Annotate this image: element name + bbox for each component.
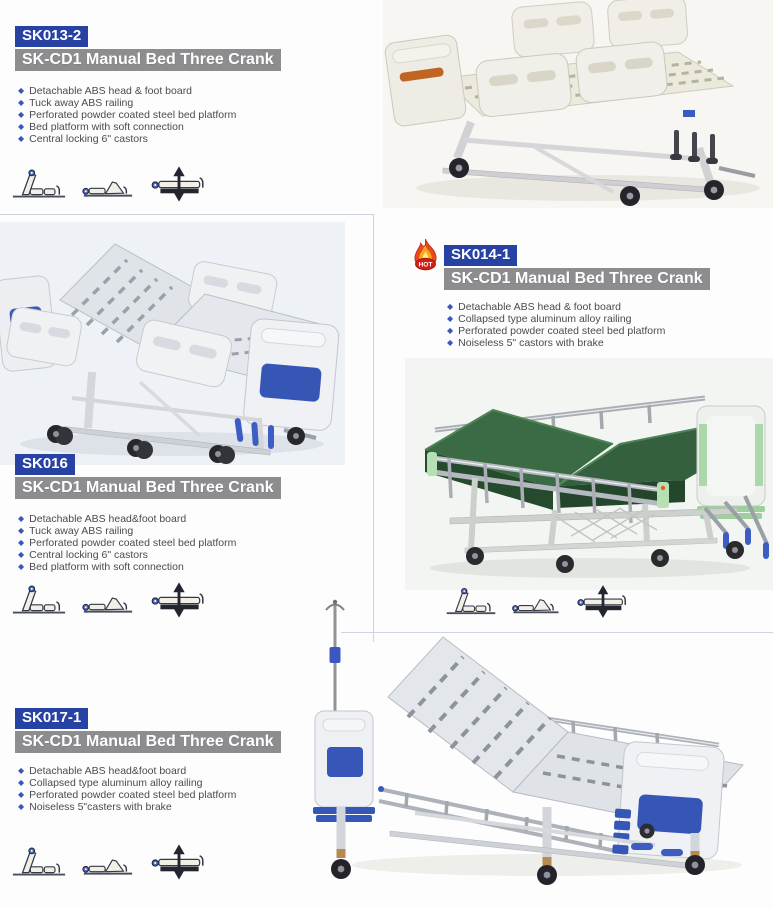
diamond-bullet-icon: ◆ — [18, 86, 25, 96]
hot-flame-badge — [411, 238, 440, 279]
function-diagrams-sk014-1 — [444, 583, 632, 620]
castor-wheel — [331, 859, 351, 879]
castor-wheel — [449, 158, 469, 178]
head-board — [697, 406, 765, 519]
product-title: SK-CD1 Manual Bed Three Crank — [15, 477, 281, 499]
castor-wheel — [620, 186, 640, 206]
side-rail — [475, 52, 572, 117]
diagram-knee-raise-icon — [79, 164, 137, 204]
diagram-backrest-raise-icon — [444, 583, 498, 620]
product-section-sk017-1 — [15, 708, 315, 814]
feature-item: ◆ Collapsed type aluminum alloy railing — [18, 777, 203, 790]
model-badge: SK017-1 — [15, 708, 88, 729]
head-board — [384, 34, 467, 127]
product-title: SK-CD1 Manual Bed Three Crank — [15, 731, 281, 753]
castor-wheel — [640, 824, 655, 839]
diamond-bullet-icon: ◆ — [18, 538, 25, 548]
feature-item: ◆ Detachable ABS head & foot board — [18, 85, 193, 98]
diagram-height-adjust-icon — [574, 583, 632, 620]
feature-item: ◆ Tuck away ABS railing — [18, 525, 134, 538]
feature-item: ◆ Perforated powder coated steel bed platform — [18, 537, 237, 550]
feature-item: ◆ Perforated powder coated steel bed platform — [18, 789, 237, 802]
diagram-height-adjust-icon — [148, 164, 210, 204]
side-rail — [511, 1, 595, 58]
castor-wheel — [556, 555, 574, 573]
feature-item: ◆ Collapsed type aluminum alloy railing — [447, 313, 632, 326]
side-rail — [607, 0, 688, 49]
function-diagrams-sk017-1 — [10, 842, 210, 882]
diamond-bullet-icon: ◆ — [18, 134, 25, 144]
feature-item: ◆ Noiseless 5"casters with brake — [18, 801, 172, 814]
divider-top-left — [0, 214, 374, 215]
castor-wheel — [537, 865, 557, 885]
diamond-bullet-icon: ◆ — [18, 562, 25, 572]
svg-text:HOT: HOT — [418, 261, 433, 269]
head-board — [313, 711, 375, 822]
diamond-bullet-icon: ◆ — [18, 778, 25, 788]
feature-list — [15, 514, 355, 574]
diamond-bullet-icon: ◆ — [18, 766, 25, 776]
side-rail — [575, 41, 668, 104]
castor-wheel — [651, 549, 669, 567]
product-section-sk013-2 — [15, 26, 355, 146]
feature-item: ◆ Bed platform with soft connection — [18, 561, 184, 574]
diagram-knee-raise-icon — [509, 583, 563, 620]
diamond-bullet-icon: ◆ — [447, 314, 454, 324]
product-photo-sk016 — [0, 222, 345, 465]
feature-list — [15, 766, 315, 814]
feature-item: ◆ Central locking 6" castors — [18, 133, 148, 146]
diagram-height-adjust-icon — [148, 580, 210, 620]
castor-wheel — [466, 547, 484, 565]
feature-list — [15, 86, 355, 146]
diamond-bullet-icon: ◆ — [447, 326, 454, 336]
diamond-bullet-icon: ◆ — [18, 98, 25, 108]
diamond-bullet-icon: ◆ — [18, 790, 25, 800]
feature-item: ◆ Perforated powder coated steel bed platform — [18, 109, 237, 122]
castor-wheel — [726, 541, 744, 559]
function-diagrams-sk016 — [10, 580, 210, 620]
castor-wheel — [704, 180, 724, 200]
diamond-bullet-icon: ◆ — [18, 550, 25, 560]
diamond-bullet-icon: ◆ — [18, 122, 25, 132]
model-badge: SK016 — [15, 454, 75, 475]
product-title: SK-CD1 Manual Bed Three Crank — [444, 268, 710, 290]
hot-flame-icon — [411, 238, 440, 274]
feature-item: ◆ Noiseless 5" castors with brake — [447, 337, 604, 350]
product-title: SK-CD1 Manual Bed Three Crank — [15, 49, 281, 71]
foot-board — [243, 318, 340, 431]
diagram-knee-raise-icon — [79, 842, 137, 882]
diagram-height-adjust-icon — [148, 842, 210, 882]
feature-item: ◆ Central locking 6" castors — [18, 549, 148, 562]
product-section-sk014-1 — [444, 245, 773, 350]
diamond-bullet-icon: ◆ — [18, 110, 25, 120]
product-photo-sk013-2 — [383, 0, 773, 208]
feature-item: ◆ Detachable ABS head&foot board — [18, 765, 187, 778]
function-diagrams-sk013-2 — [10, 164, 210, 204]
castor-wheel — [287, 427, 305, 445]
feature-item: ◆ Tuck away ABS railing — [18, 97, 134, 110]
feature-list — [444, 302, 773, 350]
product-photo-sk014-1 — [405, 358, 773, 590]
diagram-knee-raise-icon — [79, 580, 137, 620]
diagram-backrest-raise-icon — [10, 164, 68, 204]
diamond-bullet-icon: ◆ — [447, 338, 454, 348]
diamond-bullet-icon: ◆ — [447, 302, 454, 312]
brand-sticker — [683, 110, 695, 117]
feature-item: ◆ Perforated powder coated steel bed platform — [447, 325, 666, 338]
feature-item: ◆ Detachable ABS head & foot board — [447, 301, 622, 314]
product-photo-sk017-1 — [295, 593, 773, 885]
diamond-bullet-icon: ◆ — [18, 802, 25, 812]
divider-vertical-center — [373, 214, 374, 642]
diagram-backrest-raise-icon — [10, 580, 68, 620]
diagram-backrest-raise-icon — [10, 842, 68, 882]
product-section-sk016 — [15, 454, 355, 574]
diamond-bullet-icon: ◆ — [18, 526, 25, 536]
model-badge: SK013-2 — [15, 26, 88, 47]
rail-end-cap — [427, 452, 437, 476]
castor-wheel — [685, 855, 705, 875]
feature-item: ◆ Detachable ABS head&foot board — [18, 513, 187, 526]
feature-item: ◆ Bed platform with soft connection — [18, 121, 184, 134]
model-badge: SK014-1 — [444, 245, 517, 266]
diamond-bullet-icon: ◆ — [18, 514, 25, 524]
